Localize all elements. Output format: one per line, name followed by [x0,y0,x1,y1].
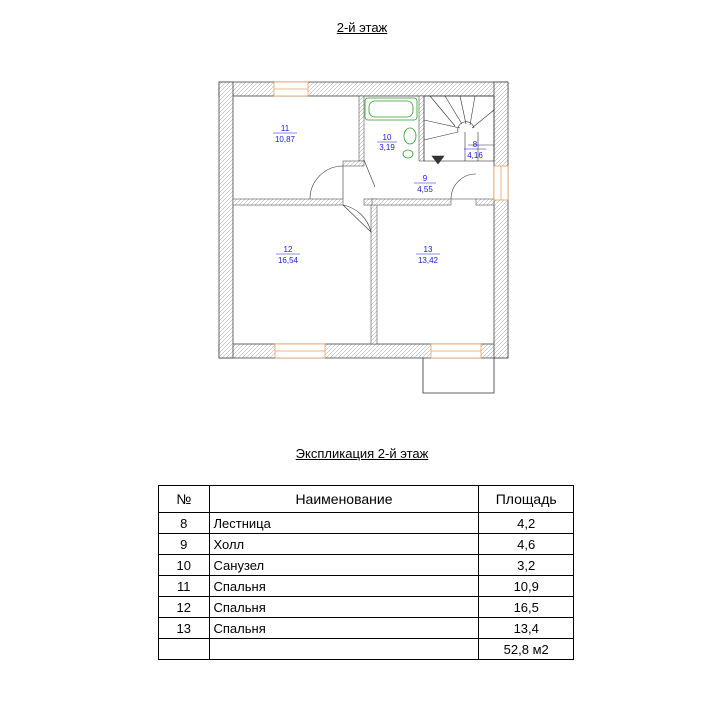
door-bath [364,160,375,187]
table-row [159,618,574,639]
wall-hall-13-b [476,199,494,205]
table-title: Экспликация 2-й этаж [295,446,429,461]
cell-name: Лестница [209,513,479,534]
cell-name: Спальня [209,618,479,639]
wall-11-bath [359,96,364,161]
cell-area: 4,6 [479,534,574,555]
windows [274,82,508,358]
wall-right [494,82,508,358]
cell-num: 10 [159,555,210,576]
cell-num: 11 [159,576,210,597]
total-name [209,639,479,660]
cell-name: Санузел [209,555,479,576]
room-num: 13 [423,245,433,254]
cell-area: 4,2 [479,513,574,534]
cell-name: Спальня [209,597,479,618]
wall-12-13 [371,199,377,344]
cell-area: 3,2 [479,555,574,576]
interior-walls [233,96,494,344]
door-11 [310,166,343,199]
door-12 [343,205,371,232]
header-area: Площадь [479,486,574,513]
cell-area: 13,4 [479,618,574,639]
wall-stub-11 [343,161,364,166]
sink [404,128,416,144]
cell-area: 16,5 [479,597,574,618]
room-area: 13,42 [417,256,439,265]
wall-top [219,82,508,96]
room-area: 10,87 [274,135,296,144]
table-total-row [159,639,574,660]
header-num: № [159,486,210,513]
table-row [159,597,574,618]
room-num: 9 [422,174,428,183]
cell-area: 10,9 [479,576,574,597]
wall-11-12-a [233,199,343,205]
wall-left [219,82,233,358]
stair-arrow [432,156,444,164]
table-row [159,555,574,576]
room-num: 11 [280,124,290,133]
balcony [423,358,494,393]
cell-name: Холл [209,534,479,555]
wall-12-13-stub [364,199,372,205]
cell-name: Спальня [209,576,479,597]
table-row [159,576,574,597]
room-num: 8 [472,140,478,149]
total-num [159,639,210,660]
total-area: 52,8 м2 [479,639,574,660]
doors [310,160,476,232]
room-area: 16,54 [277,256,299,265]
door-13 [451,174,476,199]
room-area: 4,16 [467,151,483,160]
header-name: Наименование [209,486,479,513]
room-area: 3,19 [379,143,395,152]
room-area: 4,55 [417,185,433,194]
plan-title: 2-й этаж [336,20,388,35]
explication-table [158,485,574,660]
cell-num: 9 [159,534,210,555]
toilet [403,150,413,158]
cell-num: 12 [159,597,210,618]
table-row [159,513,574,534]
wall-hall-13 [371,199,451,205]
room-labels [273,124,486,265]
room-num: 12 [283,245,293,254]
staircase [424,96,494,164]
cell-num: 8 [159,513,210,534]
cell-num: 13 [159,618,210,639]
room-num: 10 [382,133,392,142]
table-row [159,534,574,555]
wall-bath-stairs [419,96,424,161]
table-header-row [159,486,574,513]
